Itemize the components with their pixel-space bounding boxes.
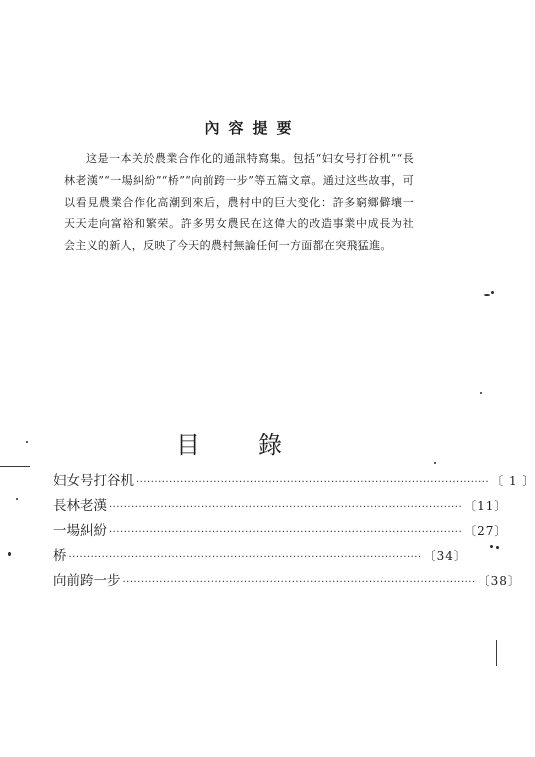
- toc-entry: [53, 494, 508, 519]
- scan-speck: [490, 545, 493, 548]
- toc-entry-title: 一場糾紛: [53, 523, 107, 539]
- toc-leader-dots: ································································································: [109, 502, 463, 513]
- toc-entry-page: 〔34〕: [423, 549, 467, 563]
- toc-leader-dots: ································································································: [136, 477, 490, 488]
- toc-entry-page: 〔27〕: [464, 524, 508, 538]
- scan-mark: [0, 466, 30, 467]
- scan-speck: [484, 294, 490, 296]
- scan-mark: [496, 640, 497, 666]
- toc-title: [0, 428, 505, 462]
- toc-entry-title: 妇女号打谷机: [53, 473, 134, 489]
- toc-leader-dots: ································································································: [122, 577, 476, 588]
- toc-entry: [53, 519, 508, 544]
- scan-speck: [434, 462, 436, 464]
- toc-entry: [53, 469, 535, 494]
- toc-leader-dots: ································································································: [68, 552, 422, 563]
- toc-entry-page: 〔 1 〕: [491, 474, 535, 488]
- toc-title-char: 目: [176, 431, 200, 459]
- toc-entry-title: 長林老漢: [53, 498, 107, 514]
- toc-leader-dots: ································································································: [109, 527, 463, 538]
- scan-speck: [8, 552, 11, 556]
- toc-entry: [53, 544, 467, 569]
- scan-speck: [491, 291, 494, 294]
- scan-speck: [16, 498, 18, 500]
- scan-speck: [496, 546, 499, 549]
- toc-title-char: 錄: [258, 431, 282, 459]
- toc-entry-page: 〔11〕: [464, 499, 508, 513]
- toc-list: [53, 469, 535, 594]
- toc-entry-title: 桥: [53, 548, 67, 564]
- toc-entry-title: 向前跨一步: [53, 573, 121, 589]
- toc-entry: [53, 569, 521, 594]
- toc-entry-page: 〔38〕: [477, 574, 521, 588]
- summary-heading: 內容提要: [204, 119, 301, 137]
- scan-speck: [480, 392, 482, 394]
- scan-speck: [26, 441, 28, 443]
- summary-paragraph: 这是一本关於農業合作化的通訊特寫集。包括“妇女号打谷机”“長林老漢”“一場糾紛”“桥”“向前跨一步”等五篇文章。通过这些故事，可以看見農業合作化高潮到來后，農村中的巨大变化：許多窮鄉僻壤一天天走向富裕和繁荣。許多男女農民在这偉大的改造事業中成長为社会主义的新人，反映了今天的農村無論任何一方面都在突飛猛進。: [64, 152, 414, 253]
